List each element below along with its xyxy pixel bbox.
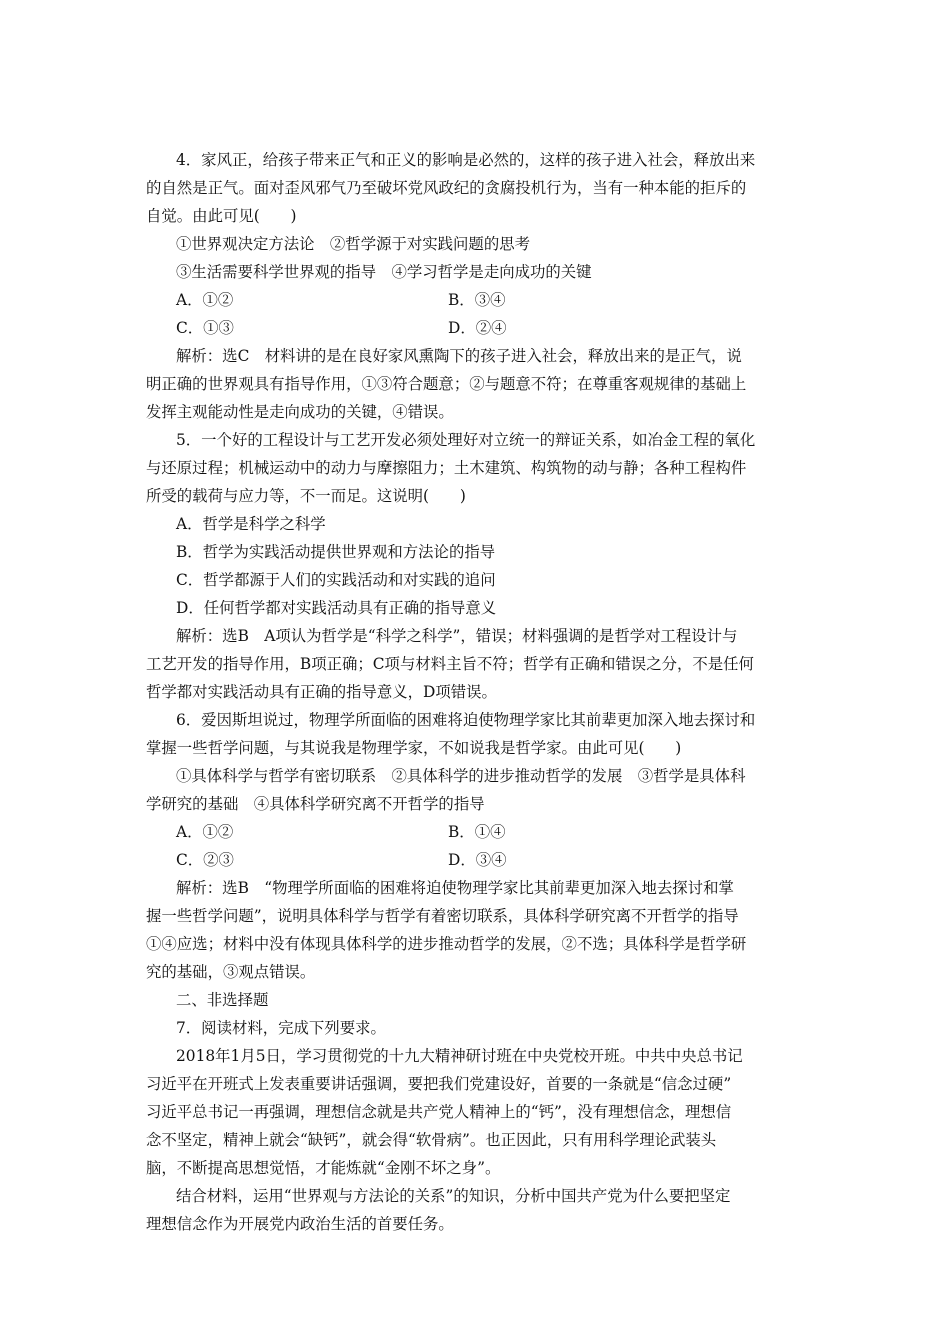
- material-line: 2018年1月5日，学习贯彻党的十九大精神研讨班在中央党校开班。中共中央总书记: [176, 1047, 743, 1065]
- question-6-analysis: [146, 874, 810, 986]
- question-5-stem: [146, 426, 810, 510]
- question-7-title: 7．阅读材料，完成下列要求。: [176, 1019, 386, 1037]
- question-7-material: [146, 1042, 810, 1182]
- stem-line: 的自然是正气。面对歪风邪气乃至破坏党风政纪的贪腐投机行为，当有一种本能的拒斥的: [146, 179, 747, 197]
- stem-line: 4．家风正，给孩子带来正气和正义的影响是必然的，这样的孩子进入社会，释放出来: [176, 151, 756, 169]
- option-a: A．哲学是科学之科学: [176, 515, 326, 533]
- material-line: 念不坚定，精神上就会“缺钙”，就会得“软骨病”。也正因此，只有用科学理论武装头: [146, 1131, 717, 1149]
- option-row: [146, 314, 810, 342]
- analysis-line: 握一些哲学问题”，说明具体科学与哲学有着密切联系，具体科学研究离不开哲学的指导: [146, 907, 739, 925]
- analysis-line: 解析：选B “物理学所面临的困难将迫使物理学家比其前辈更加深入地去探讨和掌: [176, 879, 734, 897]
- analysis-line: 明正确的世界观具有指导作用，①③符合题意；②与题意不符；在尊重客观规律的基础上: [146, 375, 747, 393]
- question-5: [146, 426, 810, 706]
- material-line: 习近平在开班式上发表重要讲话强调，要把我们党建设好，首要的一条就是“信念过硬”: [146, 1075, 732, 1093]
- statement-line: ①具体科学与哲学有密切联系 ②具体科学的进步推动哲学的发展 ③哲学是具体科: [176, 767, 746, 785]
- option-b: B．③④: [448, 291, 506, 309]
- statement-line: 学研究的基础 ④具体科学研究离不开哲学的指导: [146, 795, 485, 813]
- stem-line: 掌握一些哲学问题，与其说我是物理学家，不如说我是哲学家。由此可见( ): [146, 739, 682, 757]
- option-a: A．①②: [176, 291, 234, 309]
- option-row: [146, 286, 810, 314]
- task-line: 结合材料，运用“世界观与方法论的关系”的知识，分析中国共产党为什么要把坚定: [176, 1187, 731, 1205]
- statement: ①世界观决定方法论 ②哲学源于对实践问题的思考: [176, 235, 530, 253]
- option-d: D．任何哲学都对实践活动具有正确的指导意义: [176, 599, 497, 617]
- option-c: C．②③: [176, 851, 234, 869]
- question-6: [146, 706, 810, 986]
- analysis-line: 发挥主观能动性是走向成功的关键，④错误。: [146, 403, 454, 421]
- material-line: 脑，不断提高思想觉悟，才能炼就“金刚不坏之身”。: [146, 1159, 501, 1177]
- task-line: 理想信念作为开展党内政治生活的首要任务。: [146, 1215, 454, 1233]
- question-7: [146, 1014, 810, 1238]
- section-heading: 二、非选择题: [176, 991, 269, 1009]
- question-7-task: [146, 1182, 810, 1238]
- option-d: D．③④: [448, 851, 507, 869]
- stem-line: 6．爱因斯坦说过，物理学所面临的困难将迫使物理学家比其前辈更加深入地去探讨和: [176, 711, 756, 729]
- document-page: [146, 146, 810, 1238]
- analysis-line: ①④应选；材料中没有体现具体科学的进步推动哲学的发展，②不选；具体科学是哲学研: [146, 935, 747, 953]
- option-c: C．①③: [176, 319, 234, 337]
- question-5-analysis: [146, 622, 810, 706]
- analysis-line: 究的基础，③观点错误。: [146, 963, 316, 981]
- option-row: [146, 846, 810, 874]
- option-row: [146, 818, 810, 846]
- statement: ③生活需要科学世界观的指导 ④学习哲学是走向成功的关键: [176, 263, 592, 281]
- stem-line: 5．一个好的工程设计与工艺开发必须处理好对立统一的辩证关系，如冶金工程的氧化: [176, 431, 756, 449]
- stem-line: 与还原过程；机械运动中的动力与摩擦阻力；土木建筑、构筑物的动与静；各种工程构件: [146, 459, 747, 477]
- analysis-line: 解析：选B A项认为哲学是“科学之科学”，错误；材料强调的是哲学对工程设计与: [176, 627, 738, 645]
- question-4: [146, 146, 810, 426]
- option-b: B．哲学为实践活动提供世界观和方法论的指导: [176, 543, 496, 561]
- stem-line: 所受的载荷与应力等，不一而足。这说明( ): [146, 487, 466, 505]
- question-4-stem: [146, 146, 810, 230]
- question-4-analysis: [146, 342, 810, 426]
- analysis-line: 工艺开发的指导作用，B项正确；C项与材料主旨不符；哲学有正确和错误之分，不是任何: [146, 655, 754, 673]
- option-d: D．②④: [448, 319, 507, 337]
- option-b: B．①④: [448, 823, 506, 841]
- analysis-line: 解析：选C 材料讲的是在良好家风熏陶下的孩子进入社会，释放出来的是正气，说: [176, 347, 742, 365]
- question-6-stem: [146, 706, 810, 762]
- stem-line: 自觉。由此可见( ): [146, 207, 297, 225]
- option-a: A．①②: [176, 823, 234, 841]
- material-line: 习近平总书记一再强调，理想信念就是共产党人精神上的“钙”，没有理想信念，理想信: [146, 1103, 732, 1121]
- option-c: C．哲学都源于人们的实践活动和对实践的追问: [176, 571, 496, 589]
- question-6-statements: [146, 762, 810, 818]
- analysis-line: 哲学都对实践活动具有正确的指导意义，D项错误。: [146, 683, 497, 701]
